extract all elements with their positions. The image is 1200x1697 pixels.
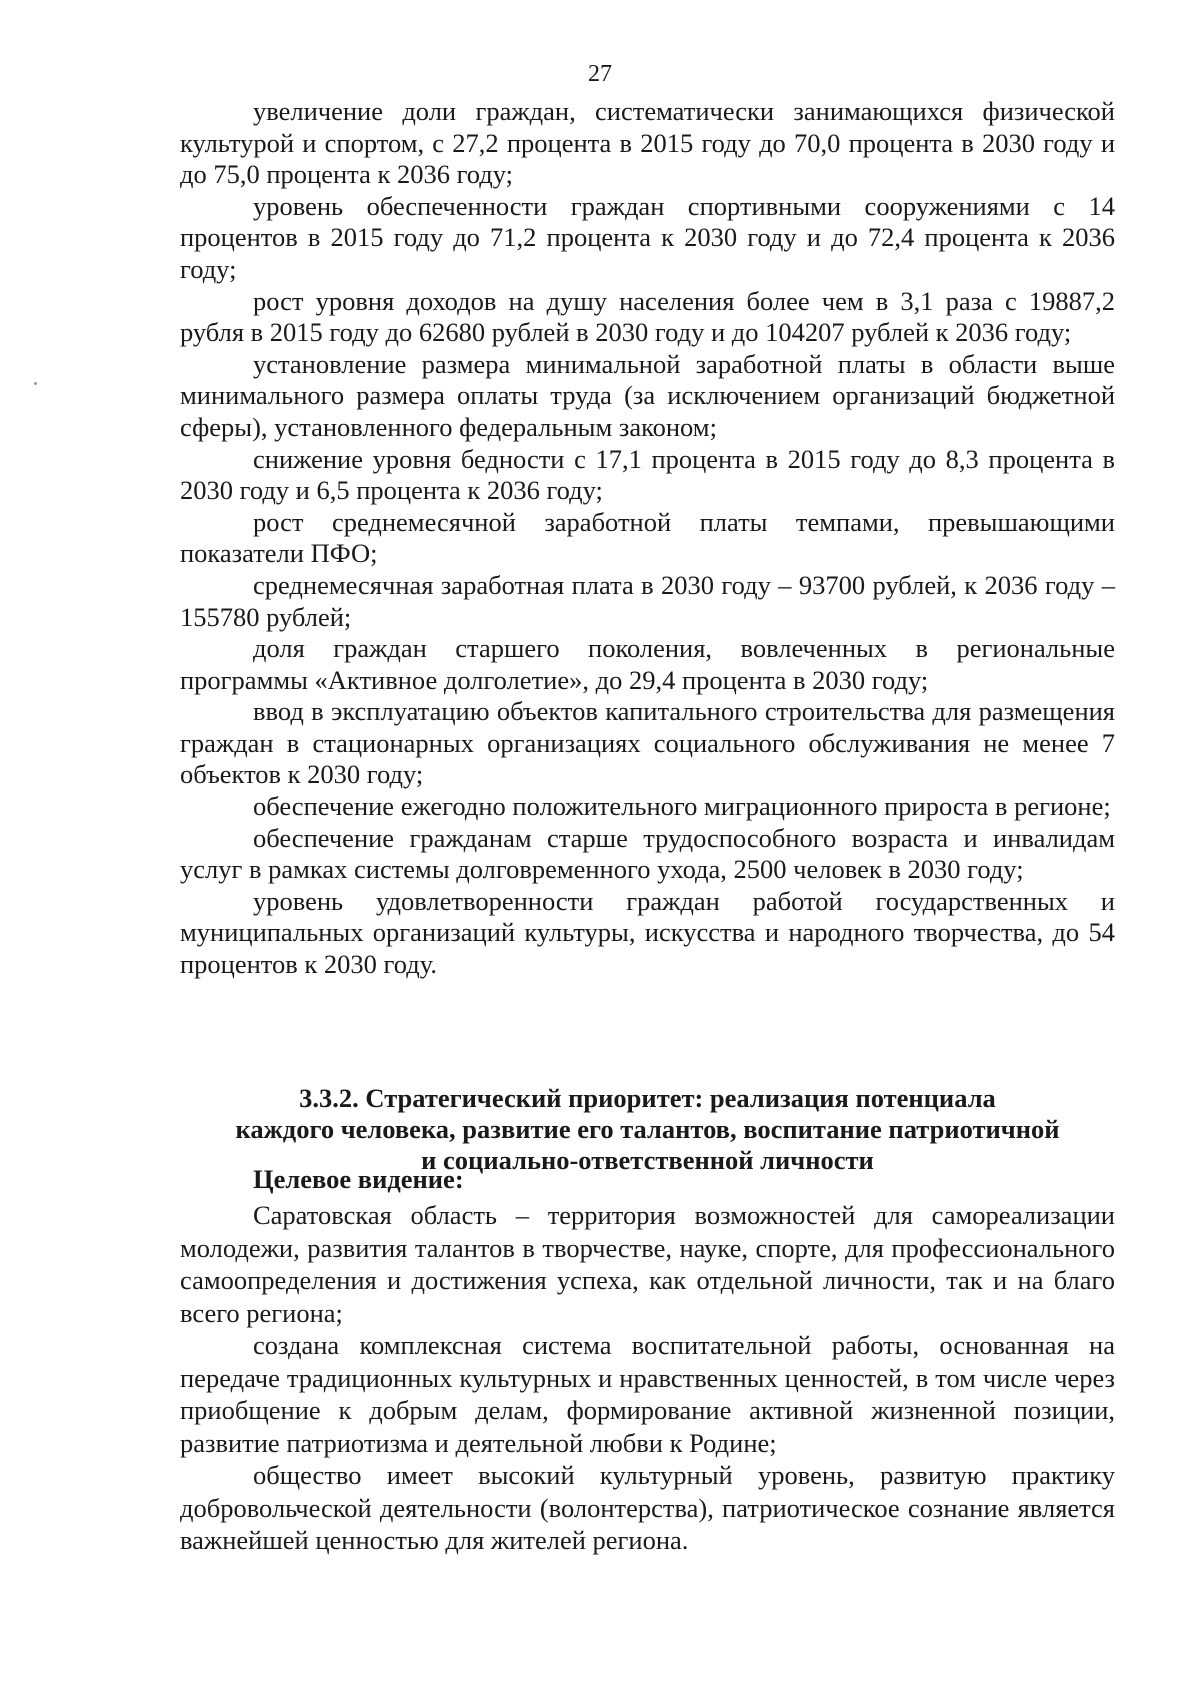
paragraph: создана комплексная система воспитательной работы, основанная на передаче традиционных культурных и нравственных ценностей, в том числе через приобщение к добрым делам, формирование активной жизненной позиции, развитие патриотизма и деятельной любви к Родине; <box>180 1330 1115 1458</box>
paragraph: рост уровня доходов на душу населения более чем в 3,1 раза с 19887,2 рубля в 2015 году до 62680 рублей в 2030 году и до 104207 рублей к 2036 году; <box>180 285 1115 348</box>
paragraph: рост среднемесячной заработной платы темпами, превышающими показатели ПФО; <box>180 506 1115 569</box>
paragraph: ввод в эксплуатацию объектов капитального строительства для размещения граждан в стационарных организациях социального обслуживания не менее 7 объектов к 2030 году; <box>180 696 1115 790</box>
section-heading-line: 3.3.2. Стратегический приоритет: реализация потенциала <box>299 1083 996 1113</box>
paragraph: обеспечение гражданам старше трудоспособного возраста и инвалидам услуг в рамках системы долговременного ухода, 2500 человек в 2030 году; <box>180 822 1115 885</box>
target-vision-text <box>180 1199 1115 1557</box>
paragraph: снижение уровня бедности с 17,1 процента в 2015 году до 8,3 процента в 2030 году и 6,5 процента к 2036 году; <box>180 443 1115 506</box>
paragraph: среднемесячная заработная плата в 2030 году – 93700 рублей, к 2036 году – 155780 рублей; <box>180 569 1115 632</box>
paragraph: Саратовская область – территория возможностей для самореализации молодежи, развития талантов в творчестве, науке, спорте, для профессионального самоопределения и достижения успеха, как отдельной личности, так и на благо всего региона; <box>180 1200 1115 1328</box>
indicator-list <box>180 96 1115 981</box>
section-heading-line: каждого человека, развитие его талантов, воспитание патриотичной <box>235 1114 1060 1144</box>
target-vision-label: Целевое видение: <box>253 1164 464 1194</box>
paragraph: увеличение доли граждан, систематически занимающихся физической культурой и спортом, с 27,2 процента в 2015 году до 70,0 процента в 2030 году и до 75,0 процента к 2036 году; <box>180 96 1115 190</box>
paragraph: обеспечение ежегодно положительного миграционного прироста в регионе; <box>253 791 1111 822</box>
paragraph: доля граждан старшего поколения, вовлеченных в региональные программы «Активное долголетие», до 29,4 процента в 2030 году; <box>180 633 1115 695</box>
scan-speck <box>34 382 37 385</box>
paragraph: уровень обеспеченности граждан спортивными сооружениями с 14 процентов в 2015 году до 71,2 процента к 2030 году и до 72,4 процента к 2036 году; <box>180 190 1115 284</box>
paragraph: установление размера минимальной заработной платы в области выше минимального размера оплаты труда (за исключением организаций бюджетной сферы), установленного федеральным законом; <box>180 348 1115 442</box>
section-heading-line: и социально-ответственной личности <box>421 1145 874 1175</box>
page-number: 27 <box>588 61 612 87</box>
paragraph: уровень удовлетворенности граждан работой государственных и муниципальных организаций культуры, искусства и народного творчества, до 54 процентов к 2030 году. <box>180 885 1115 980</box>
paragraph: общество имеет высокий культурный уровень, развитую практику добровольческой деятельности (волонтерства), патриотическое сознание является важнейшей ценностью для жителей региона. <box>180 1460 1115 1555</box>
